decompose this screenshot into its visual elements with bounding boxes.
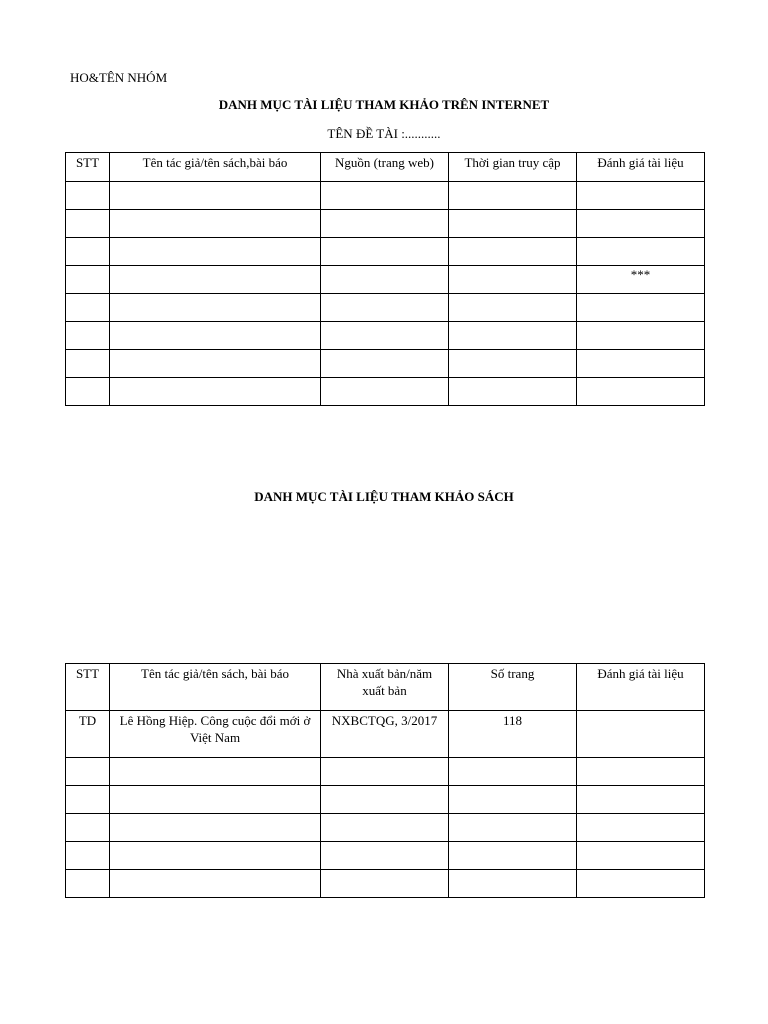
- table-row: [66, 266, 705, 294]
- table-cell: [66, 814, 110, 842]
- table-cell: [321, 870, 449, 898]
- table-cell: [110, 350, 321, 378]
- table-cell: [66, 842, 110, 870]
- table-cell: NXBCTQG, 3/2017: [321, 711, 449, 758]
- group-name-label: HO&TÊN NHÓM: [70, 70, 168, 85]
- table-cell: [577, 814, 705, 842]
- table-cell: [321, 842, 449, 870]
- book-references-table: [65, 663, 705, 898]
- table-row: [66, 294, 705, 322]
- table-cell: [577, 842, 705, 870]
- table-cell: [321, 350, 449, 378]
- table-cell: [577, 238, 705, 266]
- column-header-page-count: Số trang: [449, 664, 577, 711]
- table-cell: [110, 322, 321, 350]
- table-row: [66, 786, 705, 814]
- table-cell: [66, 786, 110, 814]
- table-row: [66, 758, 705, 786]
- table-cell: 118: [449, 711, 577, 758]
- table-cell: [449, 870, 577, 898]
- column-header-author-title: Tên tác giả/tên sách,bài báo: [110, 153, 321, 182]
- column-header-author-title: Tên tác giả/tên sách, bài báo: [110, 664, 321, 711]
- table-cell: [66, 238, 110, 266]
- internet-references-table: [65, 152, 705, 406]
- table-row: [66, 350, 705, 378]
- table-cell: [577, 870, 705, 898]
- table-cell: [449, 842, 577, 870]
- table-cell: [449, 814, 577, 842]
- table-cell: [321, 266, 449, 294]
- table-row: [66, 210, 705, 238]
- table-cell: [577, 350, 705, 378]
- column-header-stt: STT: [66, 664, 110, 711]
- table-cell: [66, 266, 110, 294]
- table-cell: [449, 294, 577, 322]
- table-cell: [577, 182, 705, 210]
- table-cell: [110, 786, 321, 814]
- table-cell: [449, 238, 577, 266]
- table-cell: [449, 210, 577, 238]
- table-cell: [577, 294, 705, 322]
- column-header-access-time: Thời gian truy cập: [449, 153, 577, 182]
- column-header-evaluation: Đánh giá tài liệu: [577, 664, 705, 711]
- table-row: [66, 238, 705, 266]
- table-cell: ***: [577, 266, 705, 294]
- column-header-evaluation: Đánh giá tài liệu: [577, 153, 705, 182]
- table-cell: [449, 786, 577, 814]
- table-cell: [449, 350, 577, 378]
- table-cell: [66, 378, 110, 406]
- table-cell: [110, 842, 321, 870]
- table-cell: [110, 758, 321, 786]
- table-cell: [449, 266, 577, 294]
- book-references-title: DANH MỤC TÀI LIỆU THAM KHẢO SÁCH: [254, 489, 514, 504]
- table-cell: [66, 294, 110, 322]
- table-cell: [66, 322, 110, 350]
- table-cell: [321, 182, 449, 210]
- table-cell: [321, 378, 449, 406]
- column-header-source: Nguồn (trang web): [321, 153, 449, 182]
- table-cell: [321, 294, 449, 322]
- table-cell: [577, 711, 705, 758]
- table-cell: [321, 238, 449, 266]
- table-cell: [577, 786, 705, 814]
- table-cell: [110, 814, 321, 842]
- table-cell: TD: [66, 711, 110, 758]
- table-cell: [449, 758, 577, 786]
- column-header-stt: STT: [66, 153, 110, 182]
- table-row: [66, 182, 705, 210]
- table-cell: [110, 266, 321, 294]
- table-cell: [66, 182, 110, 210]
- table-row: [66, 322, 705, 350]
- table-cell: [66, 350, 110, 378]
- table-cell: [66, 758, 110, 786]
- table-cell: [66, 870, 110, 898]
- table-cell: [66, 210, 110, 238]
- table-row: [66, 814, 705, 842]
- table-cell: [449, 378, 577, 406]
- topic-label: TÊN ĐỀ TÀI :...........: [327, 126, 441, 141]
- table-cell: [577, 322, 705, 350]
- table-cell: [110, 870, 321, 898]
- table-cell: [449, 182, 577, 210]
- table-row: [66, 378, 705, 406]
- table-cell: [110, 294, 321, 322]
- table-cell: [321, 210, 449, 238]
- internet-references-title: DANH MỤC TÀI LIỆU THAM KHẢO TRÊN INTERNET: [218, 97, 550, 112]
- table-cell: [110, 182, 321, 210]
- table-cell: [577, 210, 705, 238]
- table-cell: [321, 322, 449, 350]
- table-cell: [321, 814, 449, 842]
- column-header-publisher-year: Nhà xuất bản/năm xuất bản: [321, 664, 449, 711]
- table-cell: [110, 378, 321, 406]
- table-cell: [321, 786, 449, 814]
- table-header-row: [66, 153, 705, 182]
- table-header-row: [66, 664, 705, 711]
- table-row: [66, 842, 705, 870]
- table-row: [66, 711, 705, 758]
- table-cell: [449, 322, 577, 350]
- table-cell: [577, 758, 705, 786]
- table-cell: [321, 758, 449, 786]
- table-cell: Lê Hồng Hiệp. Công cuộc đổi mới ở Việt Nam: [110, 711, 321, 758]
- table-row: [66, 870, 705, 898]
- table-cell: [110, 210, 321, 238]
- table-cell: [577, 378, 705, 406]
- table-cell: [110, 238, 321, 266]
